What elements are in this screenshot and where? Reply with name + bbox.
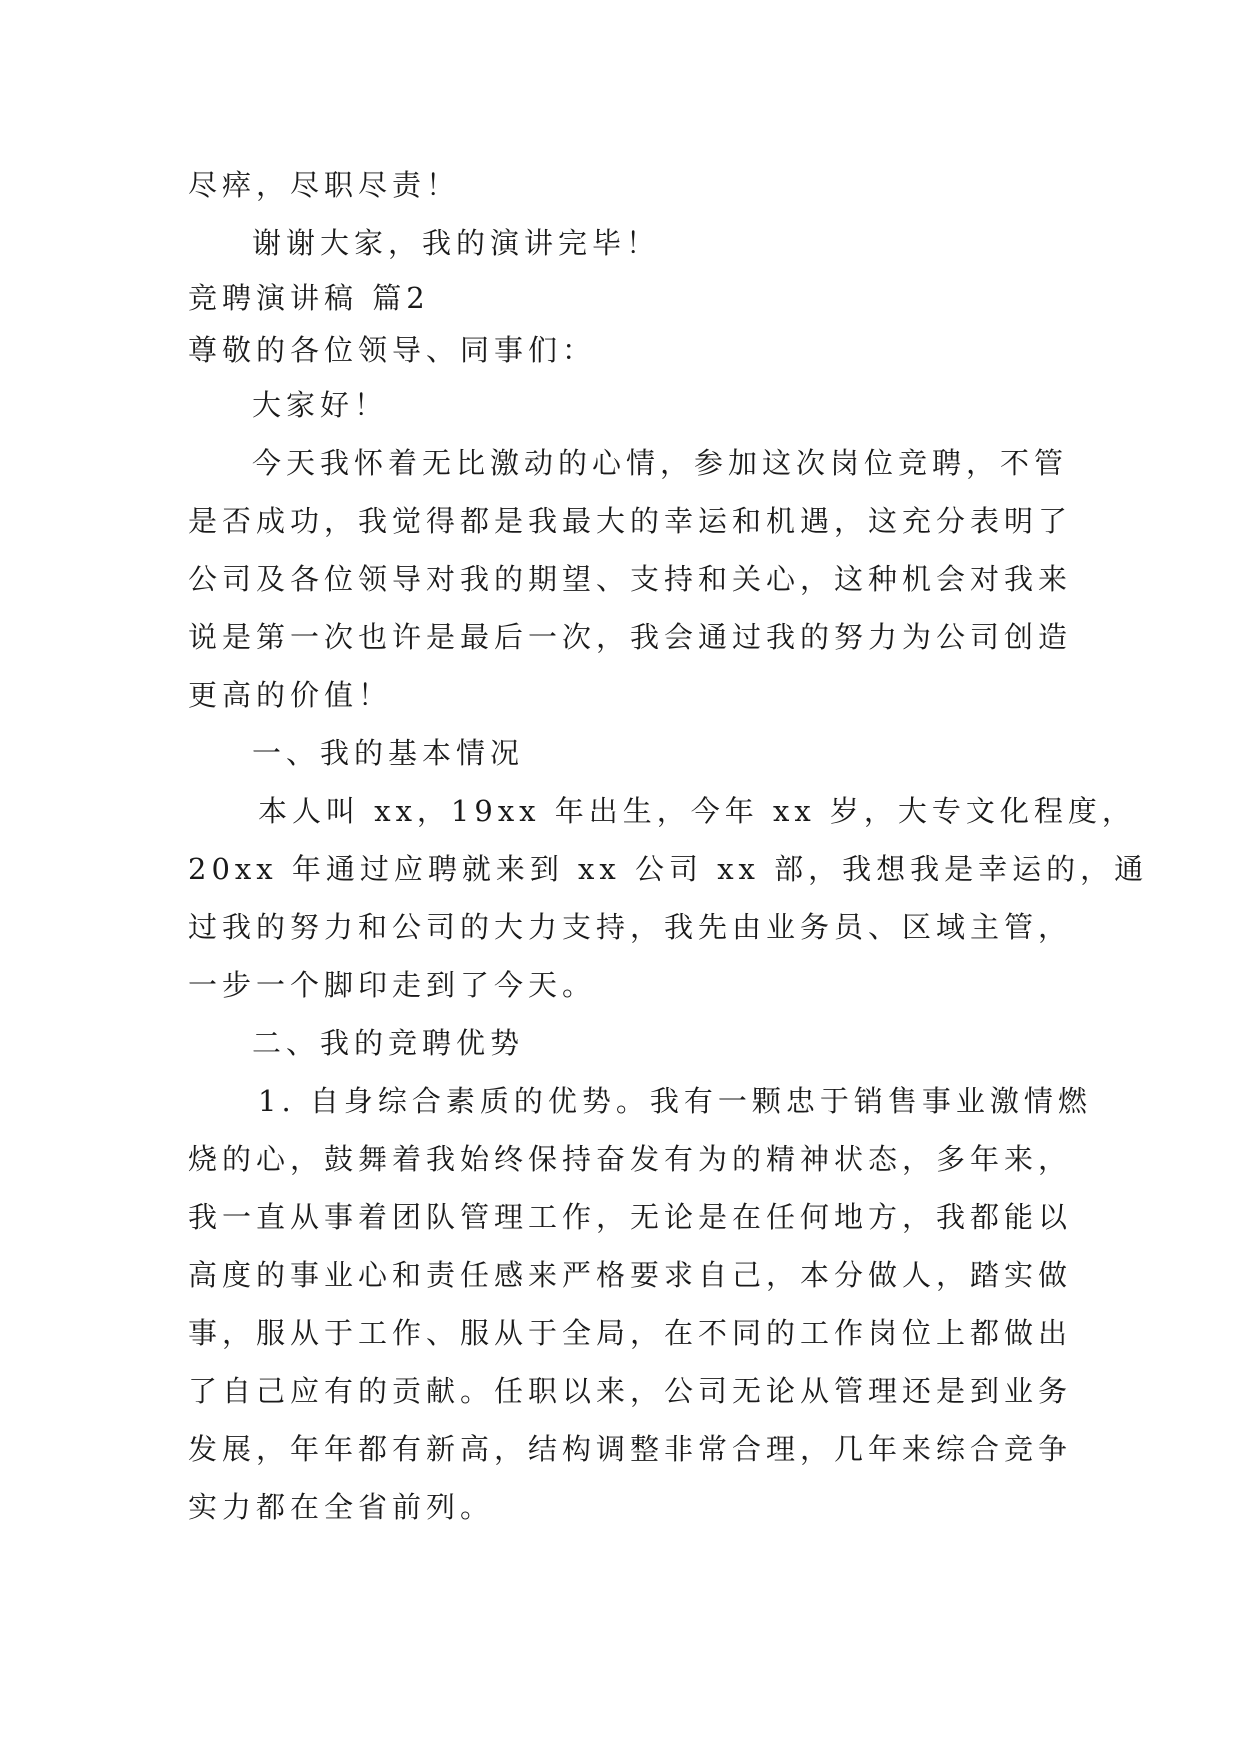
paragraph-line: 本人叫 xx，19xx 年出生，今年 xx 岁，大专文化程度， (258, 794, 1136, 828)
salutation: 尊敬的各位领导、同事们： (188, 333, 597, 367)
paragraph-line: 我一直从事着团队管理工作，无论是在任何地方，我都能以 (188, 1200, 1073, 1234)
paragraph-line: 公司及各位领导对我的期望、支持和关心，这种机会对我来 (188, 562, 1073, 596)
subheading: 二、我的竞聘优势 (252, 1026, 525, 1060)
text-line: 尽瘁，尽职尽责！ (188, 168, 461, 202)
paragraph-line: 了自己应有的贡献。任职以来，公司无论从管理还是到业务 (188, 1374, 1073, 1408)
paragraph-line: 20xx 年通过应聘就来到 xx 公司 xx 部，我想我是幸运的，通 (188, 852, 1149, 886)
greeting: 大家好！ (252, 388, 389, 422)
paragraph-line: 说是第一次也许是最后一次，我会通过我的努力为公司创造 (188, 620, 1073, 654)
paragraph-line: 1. 自身综合素质的优势。我有一颗忠于销售事业激情燃 (258, 1084, 1092, 1118)
paragraph-line: 今天我怀着无比激动的心情，参加这次岗位竞聘，不管 (252, 446, 1069, 480)
document-body (188, 156, 1149, 1536)
paragraph-line: 是否成功，我觉得都是我最大的幸运和机遇，这充分表明了 (188, 504, 1073, 538)
section-heading: 竞聘演讲稿 篇2 (188, 281, 430, 315)
paragraph-line: 过我的努力和公司的大力支持，我先由业务员、区域主管， (188, 910, 1073, 944)
paragraph-line: 发展，年年都有新高，结构调整非常合理，几年来综合竞争 (188, 1432, 1073, 1466)
paragraph-line: 实力都在全省前列。 (188, 1490, 495, 1524)
subheading: 一、我的基本情况 (252, 736, 525, 770)
paragraph-line: 高度的事业心和责任感来严格要求自己，本分做人，踏实做 (188, 1258, 1073, 1292)
paragraph-line: 一步一个脚印走到了今天。 (188, 968, 597, 1002)
paragraph-line: 事，服从于工作、服从于全局，在不同的工作岗位上都做出 (188, 1316, 1073, 1350)
text-line: 谢谢大家，我的演讲完毕！ (252, 226, 661, 260)
paragraph-line: 烧的心，鼓舞着我始终保持奋发有为的精神状态，多年来， (188, 1142, 1073, 1176)
paragraph-line: 更高的价值！ (188, 678, 393, 712)
